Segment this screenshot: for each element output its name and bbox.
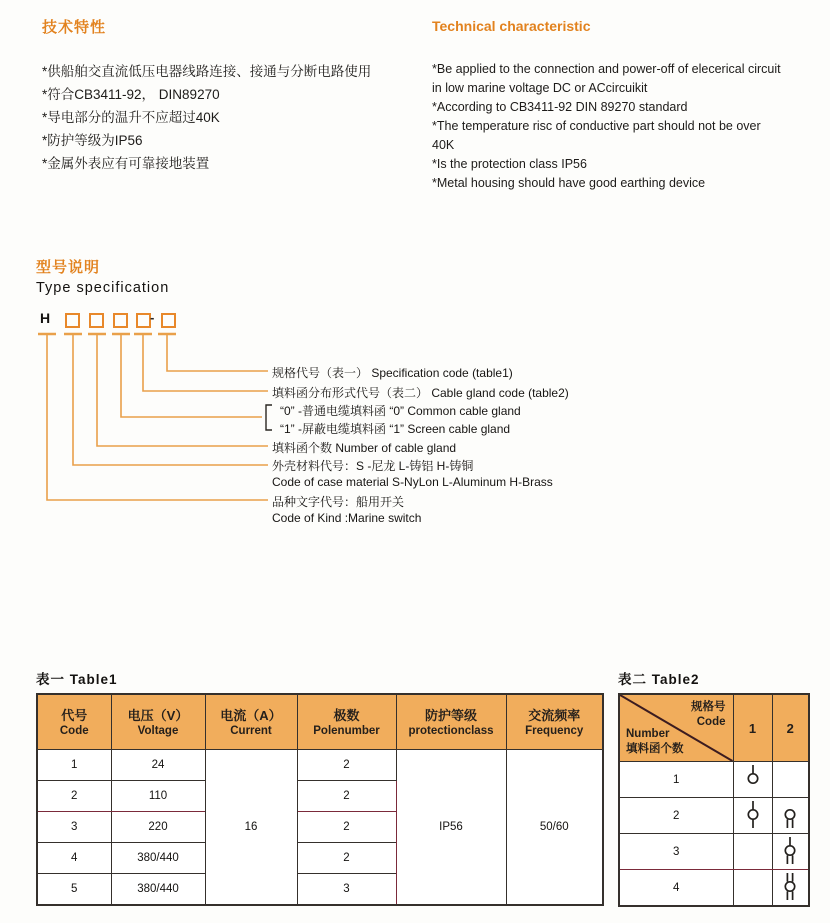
diagonal-header-cell: [619, 694, 733, 762]
option-bracket: [266, 405, 272, 430]
tech-line-en: *According to CB3411-92 DIN 89270 standard: [432, 100, 688, 114]
cell-gland-number: 3: [619, 834, 733, 870]
label-case-material-en: Code of case material S-NyLon L-Aluminum H-Brass: [272, 475, 553, 489]
label-specification-code: 规格代号（表一） Specification code (table1): [272, 366, 513, 380]
cell-frequency-merged: 50/60: [506, 750, 603, 906]
table2-gland-arrangement: [618, 693, 810, 907]
tech-heading-en: Technical characteristic: [432, 18, 591, 34]
cell-arrangement: [733, 870, 772, 907]
cell-voltage: 110: [111, 781, 205, 812]
cell-pole: 2: [297, 812, 396, 843]
col-header-voltage: 电压（V） Voltage: [111, 694, 205, 750]
model-code-box-4: [136, 313, 151, 328]
model-code-box-3: [113, 313, 128, 328]
label-kind-code-en: Code of Kind :Marine switch: [272, 511, 422, 525]
model-code-box-1: [65, 313, 80, 328]
tech-bullets-en: [432, 60, 824, 193]
tech-heading-zh: 技术特性: [42, 19, 107, 36]
cell-pole: 3: [297, 874, 396, 906]
tech-line-en: *Metal housing should have good earthing device: [432, 176, 706, 190]
cell-code: 3: [37, 812, 111, 843]
label-number-of-glands: 填料函个数 Number of cable gland: [272, 441, 457, 455]
gland-arrangement-icon: [780, 835, 800, 868]
gland-arrangement-icon: [780, 871, 800, 904]
cell-arrangement: [772, 762, 809, 798]
table2-section: [618, 668, 812, 907]
model-code-dash: -: [150, 310, 155, 325]
cell-code: 1: [37, 750, 111, 781]
table2-caption: 表二 Table2: [618, 672, 700, 687]
cell-arrangement: [772, 798, 809, 834]
table2-row: [619, 762, 809, 798]
cell-code: 4: [37, 843, 111, 874]
type-spec-heading-zh: 型号说明: [36, 259, 101, 276]
header-code-label: 规格号 Code: [691, 701, 726, 728]
col-header-protectionclass: 防护等级 protectionclass: [396, 694, 506, 750]
table1-specifications: [36, 693, 604, 906]
cell-arrangement: [733, 762, 772, 798]
tech-line-en: *The temperature risc of conductive part should not be over: [432, 119, 761, 133]
table2-header-row: [619, 694, 809, 762]
table1-header-row: [37, 694, 603, 750]
label-kind-code-zh: 品种文字代号：船用开关: [272, 495, 405, 509]
cell-gland-number: 4: [619, 870, 733, 907]
cell-protection-merged: IP56: [396, 750, 506, 906]
cell-voltage: 380/440: [111, 843, 205, 874]
cell-voltage: 220: [111, 812, 205, 843]
cell-arrangement: [772, 870, 809, 907]
cell-code: 5: [37, 874, 111, 906]
tech-bullet-zh: *符合CB3411-92， DIN89270: [42, 87, 220, 102]
model-prefix-letter: H: [40, 310, 51, 326]
label-option-0-common-gland: “0” -普通电缆填料函 “0” Common cable gland: [280, 404, 521, 418]
cell-arrangement: [772, 834, 809, 870]
cell-voltage: 380/440: [111, 874, 205, 906]
tech-bullet-zh: *金属外表应有可靠接地装置: [42, 156, 210, 171]
label-case-material-zh: 外壳材料代号：S -尼龙 L-铸铝 H-铸铜: [272, 459, 474, 473]
tech-bullet-zh: *防护等级为IP56: [42, 133, 143, 148]
table2-row: [619, 870, 809, 907]
model-code-box-2: [89, 313, 104, 328]
table2-row: [619, 834, 809, 870]
label-option-1-screen-gland: “1” -屏蔽电缆填料函 “1” Screen cable gland: [280, 422, 511, 436]
col-header-current: 电流（A） Current: [205, 694, 297, 750]
table2-row: [619, 798, 809, 834]
cell-pole: 2: [297, 750, 396, 781]
gland-arrangement-icon: [743, 799, 763, 832]
cell-voltage: 24: [111, 750, 205, 781]
cell-pole: 2: [297, 843, 396, 874]
col-header-polenumber: 极数 Polenumber: [297, 694, 396, 750]
col-header-code-1: 1: [733, 694, 772, 762]
table1-section: [36, 668, 608, 906]
table1-row: [37, 750, 603, 781]
col-header-frequency: 交流频率 Frequency: [506, 694, 603, 750]
gland-arrangement-icon: [780, 799, 800, 832]
cell-current-merged: 16: [205, 750, 297, 906]
cell-arrangement: [733, 834, 772, 870]
tech-line-en: 40K: [432, 138, 455, 152]
tech-bullet-zh: *供船舶交直流低压电器线路连接、接通与分断电路使用: [42, 64, 372, 79]
cell-code: 2: [37, 781, 111, 812]
header-number-label: Number 填料函个数: [626, 728, 684, 755]
tech-line-en: in low marine voltage DC or ACcircuikit: [432, 81, 648, 95]
tech-line-en: *Be applied to the connection and power-off of elecerical circuit: [432, 62, 781, 76]
tech-bullet-zh: *导电部分的温升不应超过40K: [42, 110, 220, 125]
cell-gland-number: 2: [619, 798, 733, 834]
model-code-box-5: [161, 313, 176, 328]
label-cable-gland-code: 填料函分布形式代号（表二） Cable gland code (table2): [272, 386, 569, 400]
cell-gland-number: 1: [619, 762, 733, 798]
gland-arrangement-icon: [743, 763, 763, 796]
col-header-code: 代号 Code: [37, 694, 111, 750]
cell-pole: 2: [297, 781, 396, 812]
type-spec-heading-en: Type specification: [36, 280, 170, 296]
tech-line-en: *Is the protection class IP56: [432, 157, 587, 171]
col-header-code-2: 2: [772, 694, 809, 762]
tech-bullets-zh: [42, 60, 422, 175]
cell-arrangement: [733, 798, 772, 834]
table1-caption: 表一 Table1: [36, 672, 118, 687]
